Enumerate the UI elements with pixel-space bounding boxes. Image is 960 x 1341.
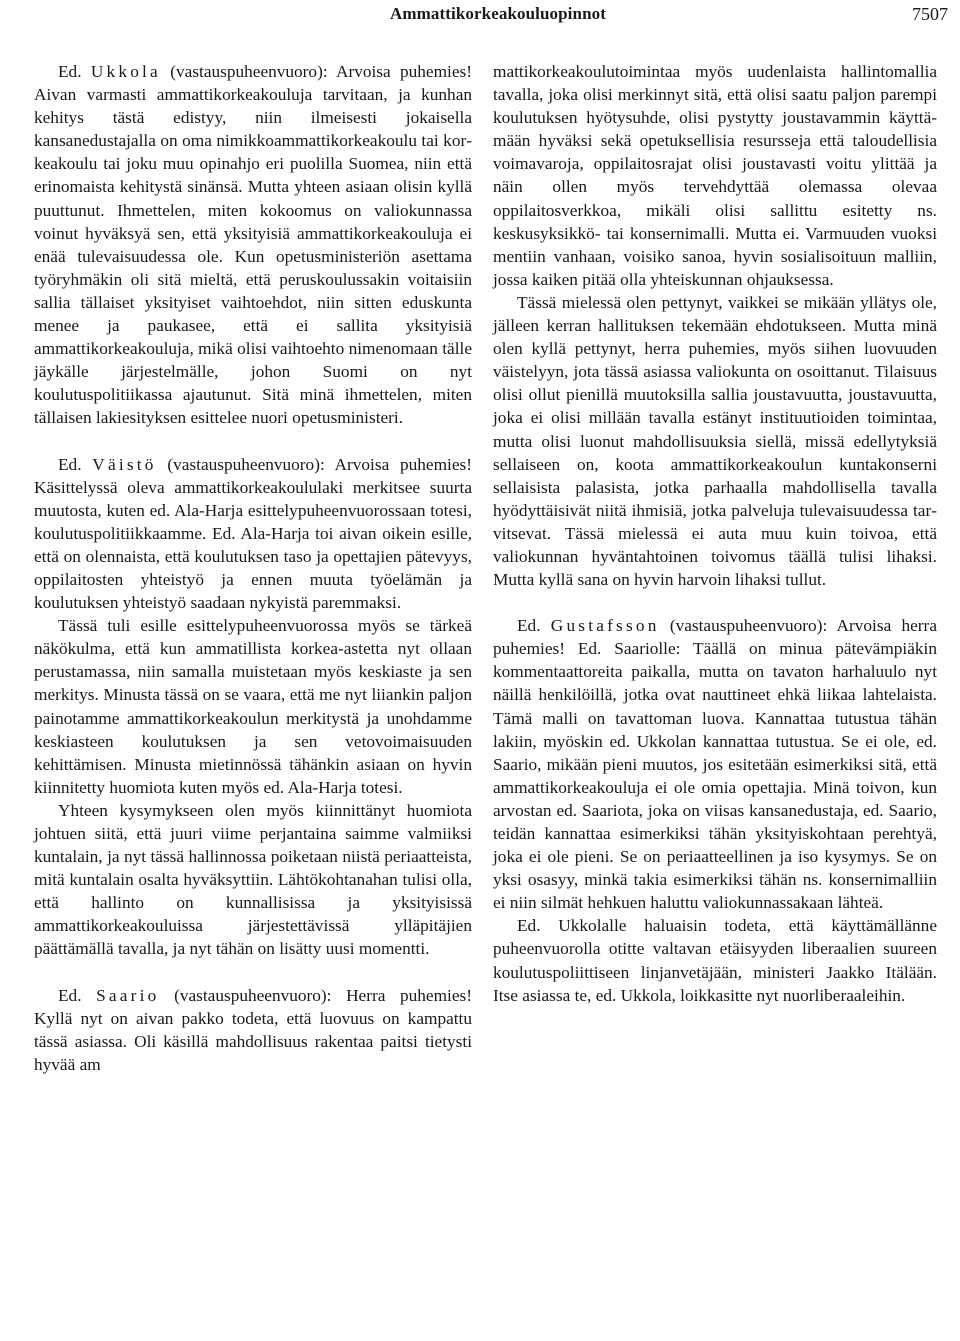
speech-text: (vastauspuheenvuoro): Arvoisa puhemies! Käsittelyssä oleva ammattikorkeakoululaki merkitsee suurta muutosta, kuten ed. Ala-Harja esittelypuheenvuorossaan totesi, koulutuspolitiikkaamme. Ed. Ala-Harja toi aivan oikein esille, että on olennaista, että koulutuksen taso ja opettajien pätevyys, oppilaitosten yhteistyö ja ennen muuta työelämän ja koulutuksen yhteistyö saadaan nykyistä paremmaksi. <box>34 454 472 613</box>
speaker-name: Väistö <box>92 454 157 474</box>
paragraph: Tässä tuli esille esittelypuheenvuorossa myös se tärkeä näkökulma, että kun ammatillista korkea-astetta nyt ollaan perustamassa, niin samalla muistetaan myös keskiaste ja sen merkitys. Minusta tässä on se vaara, että me nyt liiankin paljon painotamme ammattikorkeakoulun merkitystä ja unohdamme keskiasteen koulutuksen ja sen vetovoimaisuuden kehittämisen. Minusta mietinnössä tähänkin asiaan on hyvin kiinnitetty huomiota kuten myös ed. Ala-Harja totesi. <box>34 616 472 797</box>
page-number: 7507 <box>912 4 948 24</box>
paragraph: Yhteen kysymykseen olen myös kiinnittänyt huomiota johtuen siitä, että juuri viime perjantaina saimme valmiiksi kuntalain, ja nyt tässä hallinnossa poiketaan niistä periaatteista, mitä kuntalain osalta hyväksyttiin. Lähtökohtanahan tulisi olla, että hallinto on kunnallisissa ja yksityisissä ammattikorkeakouluissa järjestettävissä ylläpitäjien päättämällä tavalla, ja nyt tähän on lisätty uusi momentti. <box>34 800 472 959</box>
right-column <box>493 60 937 1007</box>
speech-prefix: Ed. <box>58 62 82 81</box>
page-header <box>0 4 960 28</box>
paragraph: Tässä mielessä olen pettynyt, vaikkei se mikään yllätys ole, jälleen kerran hallituksen tekemään ehdotukseen. Mutta minä olen kyllä pettynyt, herra puhemies, myös siihen luovuuden väistelyyn, jota tässä asiassa valiokunta on osoittanut. Tilaisuus olisi ollut pienillä muutoksilla sallia joustavuutta, joustavuutta, joka ei olisi millään tavalla estänyt instituutioiden toimintaa, mutta olisi luonut mahdollisuuksia siellä, missä edellytyksiä sellaiseen on, koota ammattikorkeakoulun kuntakonserni sellaisista palasista, jotka parhaalla mahdollisella tavalla hyödyttäisivät niitä ihmisiä, jotka palveluja tulevaisuudessa tarvitsevat. Tässä mielessä ei auta muu kuin toivoa, että valiokunnan hyväntahtoinen toivomus täällä tulisi lihaksi. Mutta kyllä sana on hyvin harvoin lihaksi tullut. <box>493 292 937 590</box>
speech-prefix: Ed. <box>517 616 541 636</box>
speech-text: (vastauspuheenvuoro): Herra puhemies! Kyllä nyt on aivan pakko todeta, että luovuus on kampattu tässä asiassa. Oli käsillä mahdollisuus rakentaa paitsi tietysti hyvää am <box>34 985 472 1074</box>
speaker-name: Ukkola <box>90 62 161 81</box>
speaker-name: Gustafsson <box>550 616 660 636</box>
speech-ukkola <box>34 60 472 430</box>
speaker-name: Saario <box>96 985 160 1005</box>
speech-gustafsson <box>493 614 937 914</box>
speech-prefix: Ed. <box>58 454 82 474</box>
speech-saario <box>34 984 472 1076</box>
speech-text: (vastauspuheenvuoro): Arvoisa puhemies! Aivan varmasti ammattikorkeakouluja tarvitaan, ja kunhan kehitys tästä edistyy, niin ilmeisesti jokaisella kansanedustajalla on oma nimikkoammattikorkeakoulu tai korkeakoulu tai joku muu opinahjo eri puolilla Suomea, niin että erinomaista kehitystä sinänsä. Mutta yhteen asiaan olisin kyllä puuttunut. Ihmettelen, miten kokoomus on valiokunnassa voinut hyväksyä sen, että yksityisiä ammattikorkeakouluja ei enää tulevaisuudessa ole. Kun opetusministeriön asettama työryhmäkin oli sitä mieltä, että peruskoulussakin voitaisiin sallia tällaiset yksityiset vaihtoehdot, niin sitten eduskunta menee ja paukasee, että ei sallita yksityisiä ammattikorkeakouluja, mikä olisi vaihtoehto nimenomaan tälle jäykälle järjestelmälle, johon Suomi on nyt koulutuspolitiikassa ajautunut. Sitä minä ihmettelen, miten tällaisen lakiesityksen esittelee nuori opetusministeri. <box>34 62 472 428</box>
running-title: Ammattikorkeakouluopinnot <box>390 4 606 23</box>
left-column <box>34 60 472 1076</box>
paragraph-continued: mattikorkeakoulutoimintaa myös uudenlaista hallintomallia tavalla, joka olisi merkinnyt sitä, että olisi saatu paljon parempi koulutuksen hyötysuhde, olisi pystytty joustavammin käyttämään hyväksi sekä opetuksellisia resursseja että taloudellisia voimavaroja, oppilaitosrajat olisi joustavasti voitu ylittää ja näin ollen myös tervehdyttää olemassa olevaa oppilaitosverkkoa, mikäli olisi sallittu esitetty ns. keskusyksikkö- tai konsernimalli. Mutta ei. Varmuuden vuoksi mentiin vanhaan, voisiko sanoa, hyvin sosialisoituun malliin, jossa kaiken pitää olla yhteiskunnan ohjauksessa. <box>493 62 937 289</box>
speech-text: (vastauspuheenvuoro): Arvoisa herra puhemies! Ed. Saariolle: Täällä on minua pätevämpiäkin kommentaattoreita paikalla, mutta on tavaton harhaluulo nyt näillä henkilöillä, jotka ovat nauttineet ehkä liikaa lahtelaista. Tämä malli on tavattoman luova. Kannattaa tutustua tähän lakiin, myöskin ed. Ukkolan kannattaa tutustua. Se ei ole, ed. Saario, mikään pieni muutos, jos esitetään esimerkiksi sitä, että ammattikorkeakouluja ei ole omia opettajia. Minä toivon, kun arvostan ed. Saariota, joka on viisas kansanedustaja, ed. Saario, teidän kannattaa esimerkiksi tähän yksityiskohtaan perehtyä, joka ei ole pieni. Se on periaatteellinen ja iso kysymys. Se on yksi osasyy, minkä takia esimerkiksi tähän ns. konsernimalliin ei niin silmät hehkuen haluttu valiokunnassakaan lähteä. <box>493 616 937 913</box>
paragraph: Ed. Ukkolalle haluaisin todeta, että käyttämällänne puheenvuorolla otitte valtavan etäisyyden liberaalien suureen koulutuspoliittiseen linjanvetäjään, ministeri Jaakko Itälään. Itse asiassa te, ed. Ukkola, loikkasitte nyt nuorliberaaleihin. <box>493 916 937 1005</box>
speech-vaisto <box>34 453 472 615</box>
speech-prefix: Ed. <box>58 985 82 1005</box>
